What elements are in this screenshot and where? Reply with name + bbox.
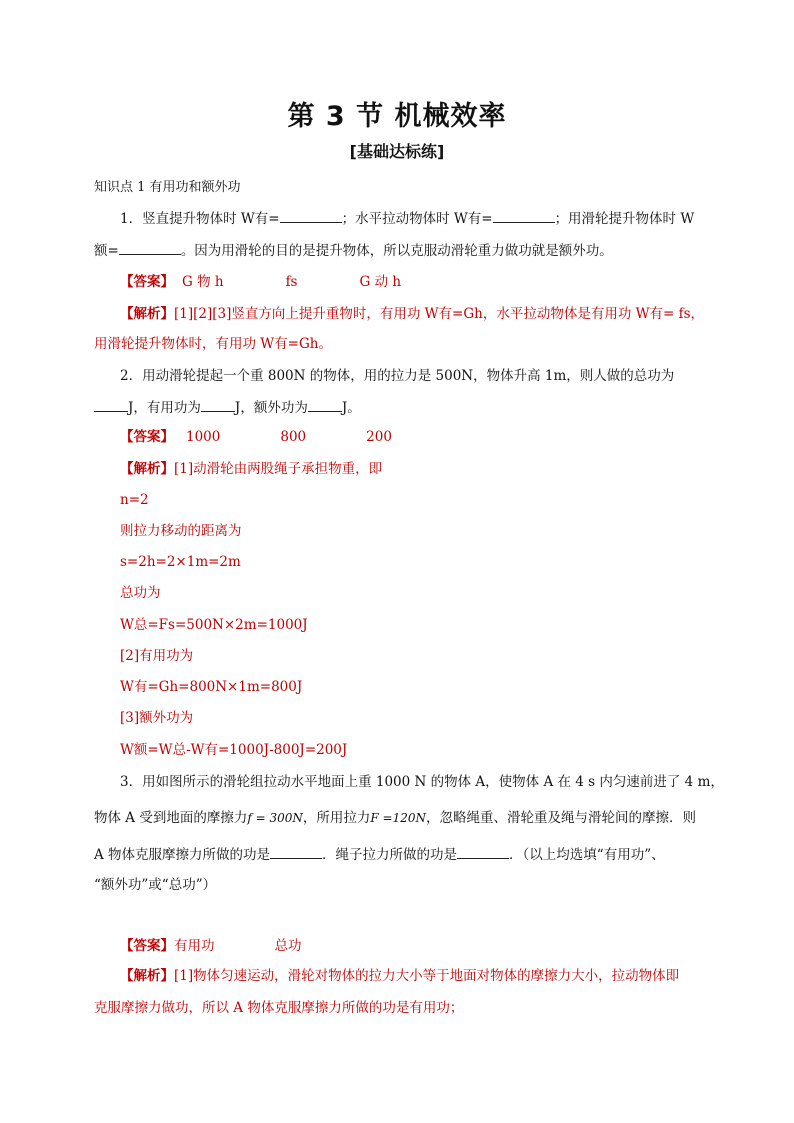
answer-tag: 【答案】 (120, 274, 174, 290)
analysis-text: [1]动滑轮由两股绳子承担物重，即 (174, 461, 383, 477)
q2-text-b: J，额外功为 (234, 400, 308, 416)
answer-value: 总功 (274, 938, 302, 954)
q2-analysis-first (120, 459, 382, 479)
q2-step: W有=Gh=800N×1m=800J (120, 679, 303, 695)
page-subtitle: [基础达标练] (349, 142, 445, 161)
section-heading: 知识点 1 有用功和额外功 (94, 180, 241, 195)
q2-step: s=2h=2×1m=2m (120, 554, 241, 570)
q2-step: W总=Fs=500N×2m=1000J (120, 617, 308, 633)
q1-text-c: ；用滑轮提升物体时 W (554, 211, 695, 227)
answer-value: fs (285, 274, 298, 290)
answer-value: 200 (366, 429, 392, 445)
q3-blank-1[interactable] (270, 844, 322, 859)
answer-value: G 物 h (182, 274, 224, 290)
q2-text-a: J，有用功为 (128, 400, 201, 416)
q1-line2 (94, 240, 613, 261)
answer-value: 800 (280, 429, 307, 445)
q2-blank-2[interactable] (201, 397, 235, 412)
page-title: 第 3 节 机械效率 (287, 101, 507, 132)
q2-step: [2]有用功为 (120, 648, 194, 664)
answer-value: 有用功 (174, 938, 215, 954)
q1-analysis-line2: 用滑轮提升物体时，有用功 W有=Gh。 (94, 336, 332, 352)
q2-line2 (94, 397, 361, 418)
q2-step: [3]额外功为 (120, 710, 194, 726)
q2-answer (120, 427, 392, 447)
q2-step: n=2 (120, 492, 149, 508)
q2-step: W额=W总-W有=1000J-800J=200J (120, 742, 348, 758)
q3-text-a: 物体 A 受到地面的摩擦力 (94, 810, 248, 826)
q1-analysis-line1 (120, 304, 704, 324)
q1-answer (120, 272, 401, 292)
q2-step: 则拉力移动的距离为 (120, 523, 242, 539)
q3-text-e: ．绳子拉力所做的功是 (322, 847, 458, 863)
q2-blank-1[interactable] (94, 397, 128, 412)
answer-tag: 【答案】 (120, 429, 174, 445)
analysis-tag: 【解析】 (120, 461, 174, 477)
analysis-tag: 【解析】 (120, 968, 174, 984)
q2-blank-3[interactable] (308, 397, 342, 412)
q3-blank-2[interactable] (457, 844, 509, 859)
answer-value: 1000 (186, 429, 221, 445)
q3-line2 (94, 808, 696, 828)
analysis-text: [1]物体匀速运动，滑轮对物体的拉力大小等于地面对物体的摩擦力大小，拉动物体即 (174, 968, 680, 984)
q1-text-d: 额= (94, 243, 119, 259)
q1-line1 (120, 208, 694, 229)
force-formula: F =120N (370, 811, 426, 825)
q1-text-e: 。因为用滑轮的目的是提升物体，所以克服动滑轮重力做功就是额外功。 (180, 243, 613, 259)
analysis-text: [1][2][3]竖直方向上提升重物时，有用功 W有=Gh，水平拉动物体是有用功 W有= fs， (174, 306, 705, 322)
q1-blank-3[interactable] (119, 240, 181, 255)
q2-line1: 2．用动滑轮提起一个重 800N 的物体，用的拉力是 500N，物体升高 1m，则人做的总功为 (120, 368, 675, 384)
friction-formula: f = 300N (247, 811, 303, 825)
q3-line1: 3．用如图所示的滑轮组拉动水平地面上重 1000 N 的物体 A，使物体 A 在 4 s 内匀速前进了 4 m， (120, 774, 724, 790)
q2-step: 总功为 (120, 585, 161, 601)
q3-text-b: ，所用拉力 (302, 810, 371, 826)
q3-line3 (94, 844, 665, 865)
q3-text-f: ．（以上均选填“有用功”、 (509, 847, 665, 863)
answer-value: G 动 h (359, 274, 402, 290)
q3-text-d: A 物体克服摩擦力所做的功是 (94, 847, 271, 863)
q3-analysis-line1 (120, 966, 679, 986)
q1-blank-1[interactable] (280, 208, 342, 223)
q3-analysis-line2: 克服摩擦力做功，所以 A 物体克服摩擦力所做的功是有用功； (94, 1000, 464, 1016)
q3-answer (120, 936, 302, 956)
q2-text-c: J。 (341, 400, 361, 416)
q3-text-c: ，忽略绳重、滑轮重及绳与滑轮间的摩擦．则 (425, 810, 696, 826)
q1-text-a: 1．竖直提升物体时 W有= (120, 211, 280, 227)
analysis-tag: 【解析】 (120, 306, 174, 322)
answer-tag: 【答案】 (120, 938, 174, 954)
q1-text-b: ；水平拉动物体时 W有= (341, 211, 493, 227)
q3-line4: “额外功”或“总功”） (94, 877, 217, 893)
q1-blank-2[interactable] (493, 208, 555, 223)
